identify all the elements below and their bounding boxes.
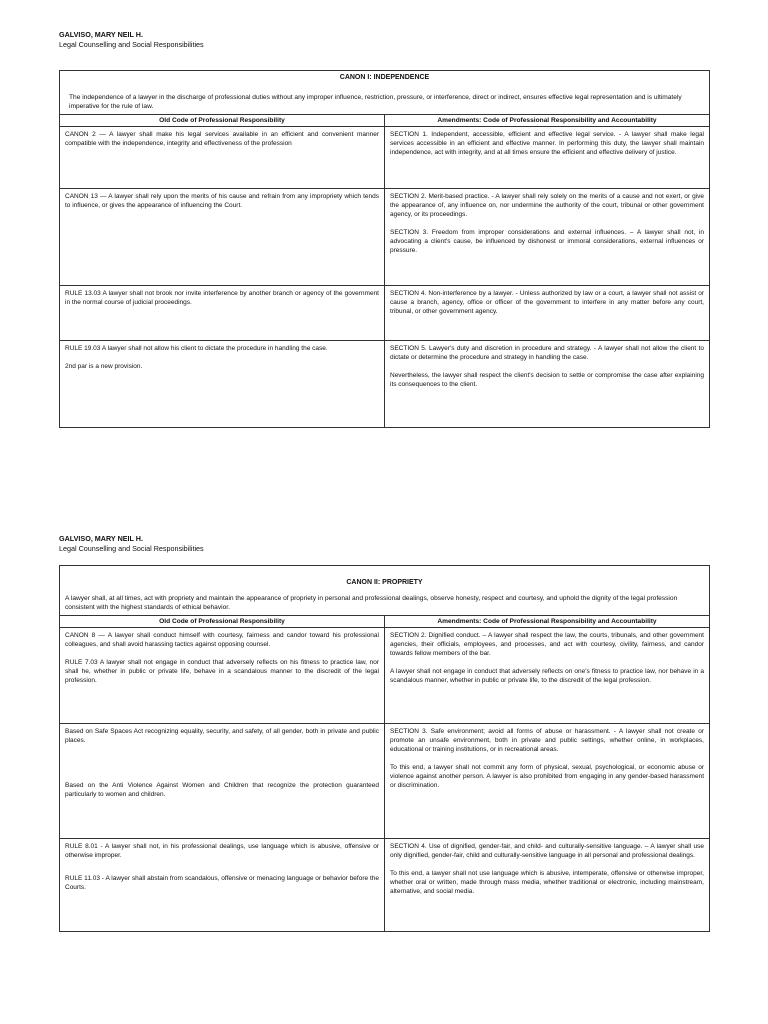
provision-text: RULE 7.03 A lawyer shall not engage in conduct that adversely reflects on his fitness to practice law, nor shall he, whether in public or private life, behave in a scandalous manner to the discredit of the legal profession. [65, 659, 379, 684]
provision-text: SECTION 4. Non-interference by a lawyer. - Unless authorized by law or a court, a lawyer shall not assist or cause a branch, agency, office or officer of the government to interfere in any matter before any court, tribunal, or other government agency. [390, 290, 704, 315]
new-provision-cell [385, 341, 710, 427]
canon-2-box [59, 565, 710, 932]
provision-text: CANON 13 — A lawyer shall rely upon the merits of his cause and refrain from any impropriety which tends to influence, or gives the appearance of influencing the Court. [65, 193, 379, 209]
table-row [60, 341, 709, 427]
provision-text: RULE 19.03 A lawyer shall not allow his client to dictate the procedure in handling the case. [65, 345, 328, 352]
old-provision-cell [60, 189, 385, 286]
provision-text: SECTION 3. Freedom from improper considerations and external influences. – A lawyer shall not, in advocating a client's cause, be influenced by dishonest or immoral considerations, external influences or pressure. [390, 229, 704, 254]
comparison-table [60, 615, 709, 931]
old-provision-cell [60, 724, 385, 839]
table-row [60, 628, 709, 724]
provision-text: SECTION 1. Independent, accessible, efficient and effective legal service. - A lawyer shall make legal services accessible in an efficient and effective manner. In performing this duty, the lawyer shall maintain independence, act with integrity, and at all times ensure the efficient and effective delivery of justice. [390, 131, 704, 156]
table-row [60, 839, 709, 931]
new-provision-cell [385, 127, 710, 189]
comparison-table [60, 114, 709, 427]
provision-text: RULE 11.03 - A lawyer shall abstain from scandalous, offensive or menacing language or behavior before the Courts. [65, 875, 379, 891]
new-provision-cell [385, 628, 710, 724]
table-row [60, 724, 709, 839]
column-header-old: Old Code of Professional Responsibility [60, 115, 385, 127]
old-provision-cell [60, 286, 385, 341]
old-provision-cell [60, 341, 385, 427]
new-provision-cell [385, 839, 710, 931]
provision-text: To this end, a lawyer shall not use language which is abusive, intemperate, offensive or otherwise improper, whether oral or written, made through mass media, whether traditional or electronic, including mainstream, alternative, and social media. [390, 870, 704, 895]
canon-title: CANON I: INDEPENDENCE [339, 74, 430, 81]
column-header-old: Old Code of Professional Responsibility [60, 616, 385, 628]
provision-text: Based on Safe Spaces Act recognizing equality, security, and safety, of all gender, both in private and public places. [65, 728, 379, 744]
provision-text: RULE 13.03 A lawyer shall not brook nor invite interference by another branch or agency of the government in the normal course of judicial proceedings. [65, 290, 379, 306]
column-header-new: Amendments: Code of Professional Responsibility and Accountability [385, 616, 710, 628]
course-subject: Legal Counselling and Social Responsibilities [59, 544, 204, 553]
canon-title: CANON II: PROPRIETY [346, 579, 423, 586]
canon-1-box [59, 70, 710, 428]
provision-text: SECTION 2. Dignified conduct. – A lawyer shall respect the law, the courts, tribunals, and other government agencies, their officials, employees, and processes, and act with courtesy, civility, fairness, and candor towards fellow members of the bar. [390, 632, 704, 657]
provision-text: A lawyer shall not engage in conduct that adversely reflects on one's fitness to practice law, nor behave in a scandalous manner, whether in public or private life, to the discredit of the legal profession. [390, 668, 704, 684]
new-provision-cell [385, 724, 710, 839]
table-row [60, 286, 709, 341]
author-name: GALVISO, MARY NEIL H. [59, 534, 143, 543]
provision-text: RULE 8.01 - A lawyer shall not, in his professional dealings, use language which is abusive, offensive or otherwise improper. [65, 843, 379, 859]
page-header [59, 30, 204, 50]
page-header [59, 534, 204, 554]
course-subject: Legal Counselling and Social Responsibilities [59, 40, 204, 49]
author-name: GALVISO, MARY NEIL H. [59, 30, 143, 39]
table-row [60, 189, 709, 286]
provision-text: SECTION 4. Use of dignified, gender-fair, and child- and culturally-sensitive language. – A lawyer shall use only dignified, gender-fair, child and culturally-sensitive language in all personal and professional dealings. [390, 843, 704, 859]
old-provision-cell [60, 839, 385, 931]
canon-intro: A lawyer shall, at all times, act with propriety and maintain the appearance of propriety in personal and professional dealings, observe honesty, respect and courtesy, and uphold the dignity of the legal profession consistent with the highest standards of ethical behavior. [65, 595, 678, 611]
table-row [60, 127, 709, 189]
provision-text: To this end, a lawyer shall not commit any form of physical, sexual, psychological, or economic abuse or violence against another person. A lawyer is also prohibited from engaging in any gender-based harassment or discrimination. [390, 764, 704, 789]
new-provision-cell [385, 189, 710, 286]
provision-text: CANON 2 — A lawyer shall make his legal services available in an efficient and convenient manner compatible with the independence, integrity and effectiveness of the profession [65, 131, 379, 147]
provision-text: SECTION 3. Safe environment; avoid all forms of abuse or harassment. - A lawyer shall not create or promote an unsafe environment, both in private and public settings, whether online, in workplaces, educational or training institutions, or in recreational areas. [390, 728, 704, 753]
provision-text: 2nd par is a new provision. [65, 363, 143, 370]
new-provision-cell [385, 286, 710, 341]
column-header-new: Amendments: Code of Professional Responsibility and Accountability [385, 115, 710, 127]
provision-text: Based on the Anti Violence Against Women and Children that recognize the protection guaranteed particularly to women and children. [65, 782, 379, 798]
canon-intro: The independence of a lawyer in the discharge of professional duties without any improper influence, restriction, pressure, or interference, direct or indirect, ensures effective legal representation and is ultimately imperative for the rule of law. [69, 94, 682, 110]
old-provision-cell [60, 628, 385, 724]
old-provision-cell [60, 127, 385, 189]
provision-text: SECTION 2. Merit-based practice. - A lawyer shall rely solely on the merits of a cause and not exert, or give the appearance of, any influence on, nor undermine the authority of the court, tribunal or other government agency, or its proceedings. [390, 193, 704, 218]
provision-text: Nevertheless, the lawyer shall respect the client's decision to settle or compromise the case after explaining its consequences to the client. [390, 372, 704, 388]
provision-text: SECTION 5. Lawyer's duty and discretion in procedure and strategy. - A lawyer shall not allow the client to dictate or determine the procedure and strategy in handling the case. [390, 345, 704, 361]
provision-text: CANON 8 — A lawyer shall conduct himself with courtesy, fairness and candor toward his professional colleagues, and shall avoid harassing tactics against opposing counsel. [65, 632, 379, 648]
